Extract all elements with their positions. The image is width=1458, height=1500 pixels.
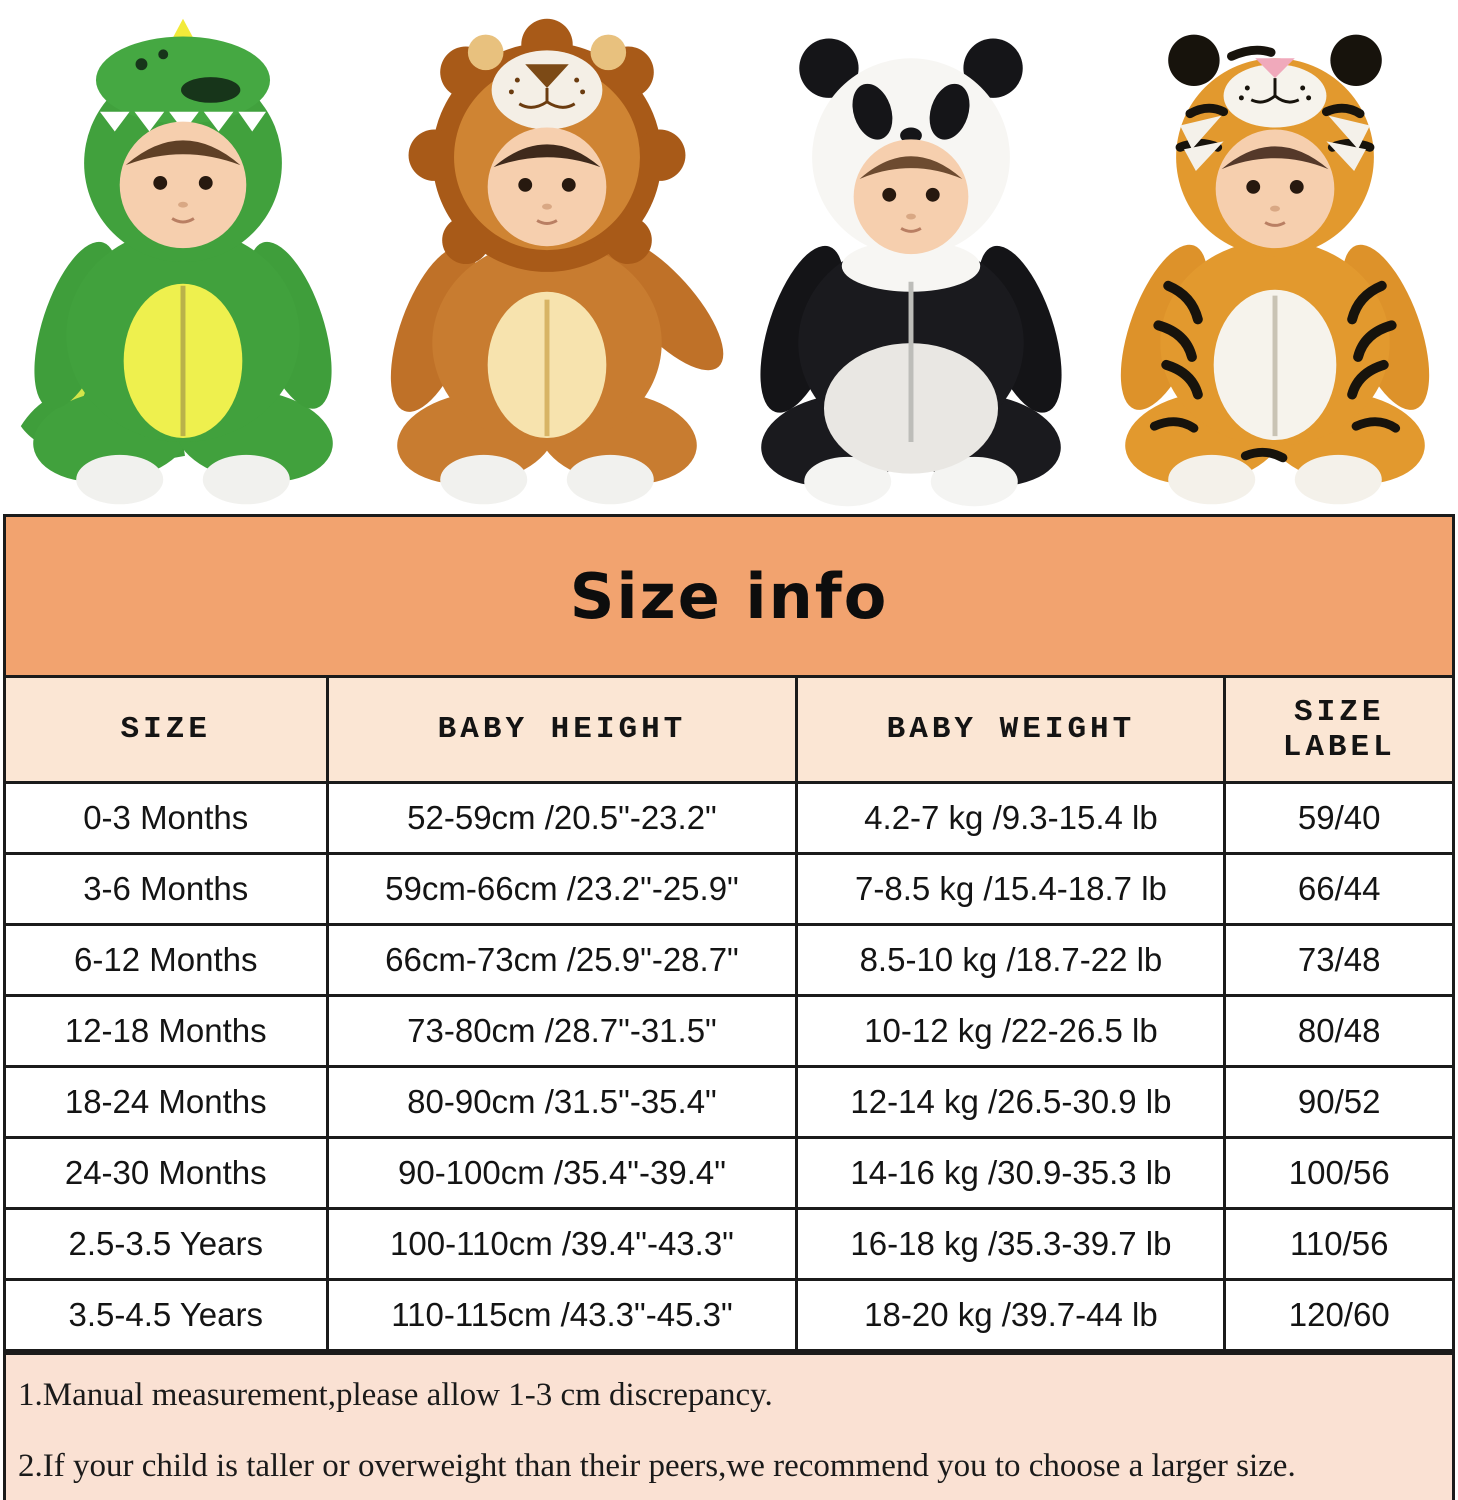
height-cell: 52-59cm /20.5"-23.2" <box>327 783 797 854</box>
lion-costume-photo <box>367 14 727 514</box>
table-row <box>6 1209 1452 1280</box>
size-cell: 6-12 Months <box>6 925 327 996</box>
size-table <box>6 678 1452 1352</box>
height-cell: 80-90cm /31.5"-35.4" <box>327 1067 797 1138</box>
tiger-costume-photo <box>1095 14 1455 514</box>
height-cell: 66cm-73cm /25.9"-28.7" <box>327 925 797 996</box>
size-cell: 2.5-3.5 Years <box>6 1209 327 1280</box>
column-header-baby-weight: BABY WEIGHT <box>797 678 1225 783</box>
lion-costume-illustration <box>369 14 725 514</box>
table-row <box>6 1280 1452 1351</box>
table-row <box>6 1067 1452 1138</box>
tiger-costume-illustration <box>1097 14 1453 514</box>
note-line: 1.Manual measurement,please allow 1-3 cm discrepancy. <box>18 1377 773 1413</box>
weight-cell: 7-8.5 kg /15.4-18.7 lb <box>797 854 1225 925</box>
height-cell: 59cm-66cm /23.2"-25.9" <box>327 854 797 925</box>
table-row <box>6 996 1452 1067</box>
size-notes <box>6 1352 1452 1500</box>
panda-costume-photo <box>731 14 1091 514</box>
column-header-size: SIZE <box>6 678 327 783</box>
weight-cell: 18-20 kg /39.7-44 lb <box>797 1280 1225 1351</box>
label-cell: 73/48 <box>1225 925 1452 996</box>
label-cell: 59/40 <box>1225 783 1452 854</box>
label-cell: 90/52 <box>1225 1067 1452 1138</box>
column-header-size-label: SIZE LABEL <box>1225 678 1452 783</box>
label-cell: 66/44 <box>1225 854 1452 925</box>
label-cell: 120/60 <box>1225 1280 1452 1351</box>
dinosaur-costume-photo <box>3 14 363 514</box>
size-cell: 3-6 Months <box>6 854 327 925</box>
size-cell: 3.5-4.5 Years <box>6 1280 327 1351</box>
weight-cell: 10-12 kg /22-26.5 lb <box>797 996 1225 1067</box>
size-cell: 12-18 Months <box>6 996 327 1067</box>
panda-baby-face <box>854 139 969 254</box>
product-photos <box>0 0 1458 514</box>
column-header-baby-height: BABY HEIGHT <box>327 678 797 783</box>
dino-baby-face <box>120 122 247 249</box>
weight-cell: 8.5-10 kg /18.7-22 lb <box>797 925 1225 996</box>
height-cell: 100-110cm /39.4"-43.3" <box>327 1209 797 1280</box>
height-cell: 73-80cm /28.7"-31.5" <box>327 996 797 1067</box>
weight-cell: 16-18 kg /35.3-39.7 lb <box>797 1209 1225 1280</box>
height-cell: 90-100cm /35.4"-39.4" <box>327 1138 797 1209</box>
table-row <box>6 1138 1452 1209</box>
table-row <box>6 854 1452 925</box>
size-info-title: Size info <box>6 517 1452 678</box>
panda-costume-illustration <box>733 14 1089 514</box>
size-cell: 24-30 Months <box>6 1138 327 1209</box>
label-cell: 100/56 <box>1225 1138 1452 1209</box>
size-cell: 18-24 Months <box>6 1067 327 1138</box>
lion-baby-face <box>488 128 607 247</box>
size-info-panel <box>3 514 1455 1500</box>
weight-cell: 4.2-7 kg /9.3-15.4 lb <box>797 783 1225 854</box>
weight-cell: 12-14 kg /26.5-30.9 lb <box>797 1067 1225 1138</box>
weight-cell: 14-16 kg /30.9-35.3 lb <box>797 1138 1225 1209</box>
label-cell: 80/48 <box>1225 996 1452 1067</box>
table-row <box>6 783 1452 854</box>
label-cell: 110/56 <box>1225 1209 1452 1280</box>
tiger-baby-face <box>1216 130 1335 249</box>
height-cell: 110-115cm /43.3"-45.3" <box>327 1280 797 1351</box>
table-row <box>6 925 1452 996</box>
dinosaur-costume-illustration <box>5 14 361 514</box>
size-cell: 0-3 Months <box>6 783 327 854</box>
note-line: 2.If your child is taller or overweight than their peers,we recommend you to choose a larger size. <box>18 1448 1296 1484</box>
header-row <box>6 678 1452 783</box>
